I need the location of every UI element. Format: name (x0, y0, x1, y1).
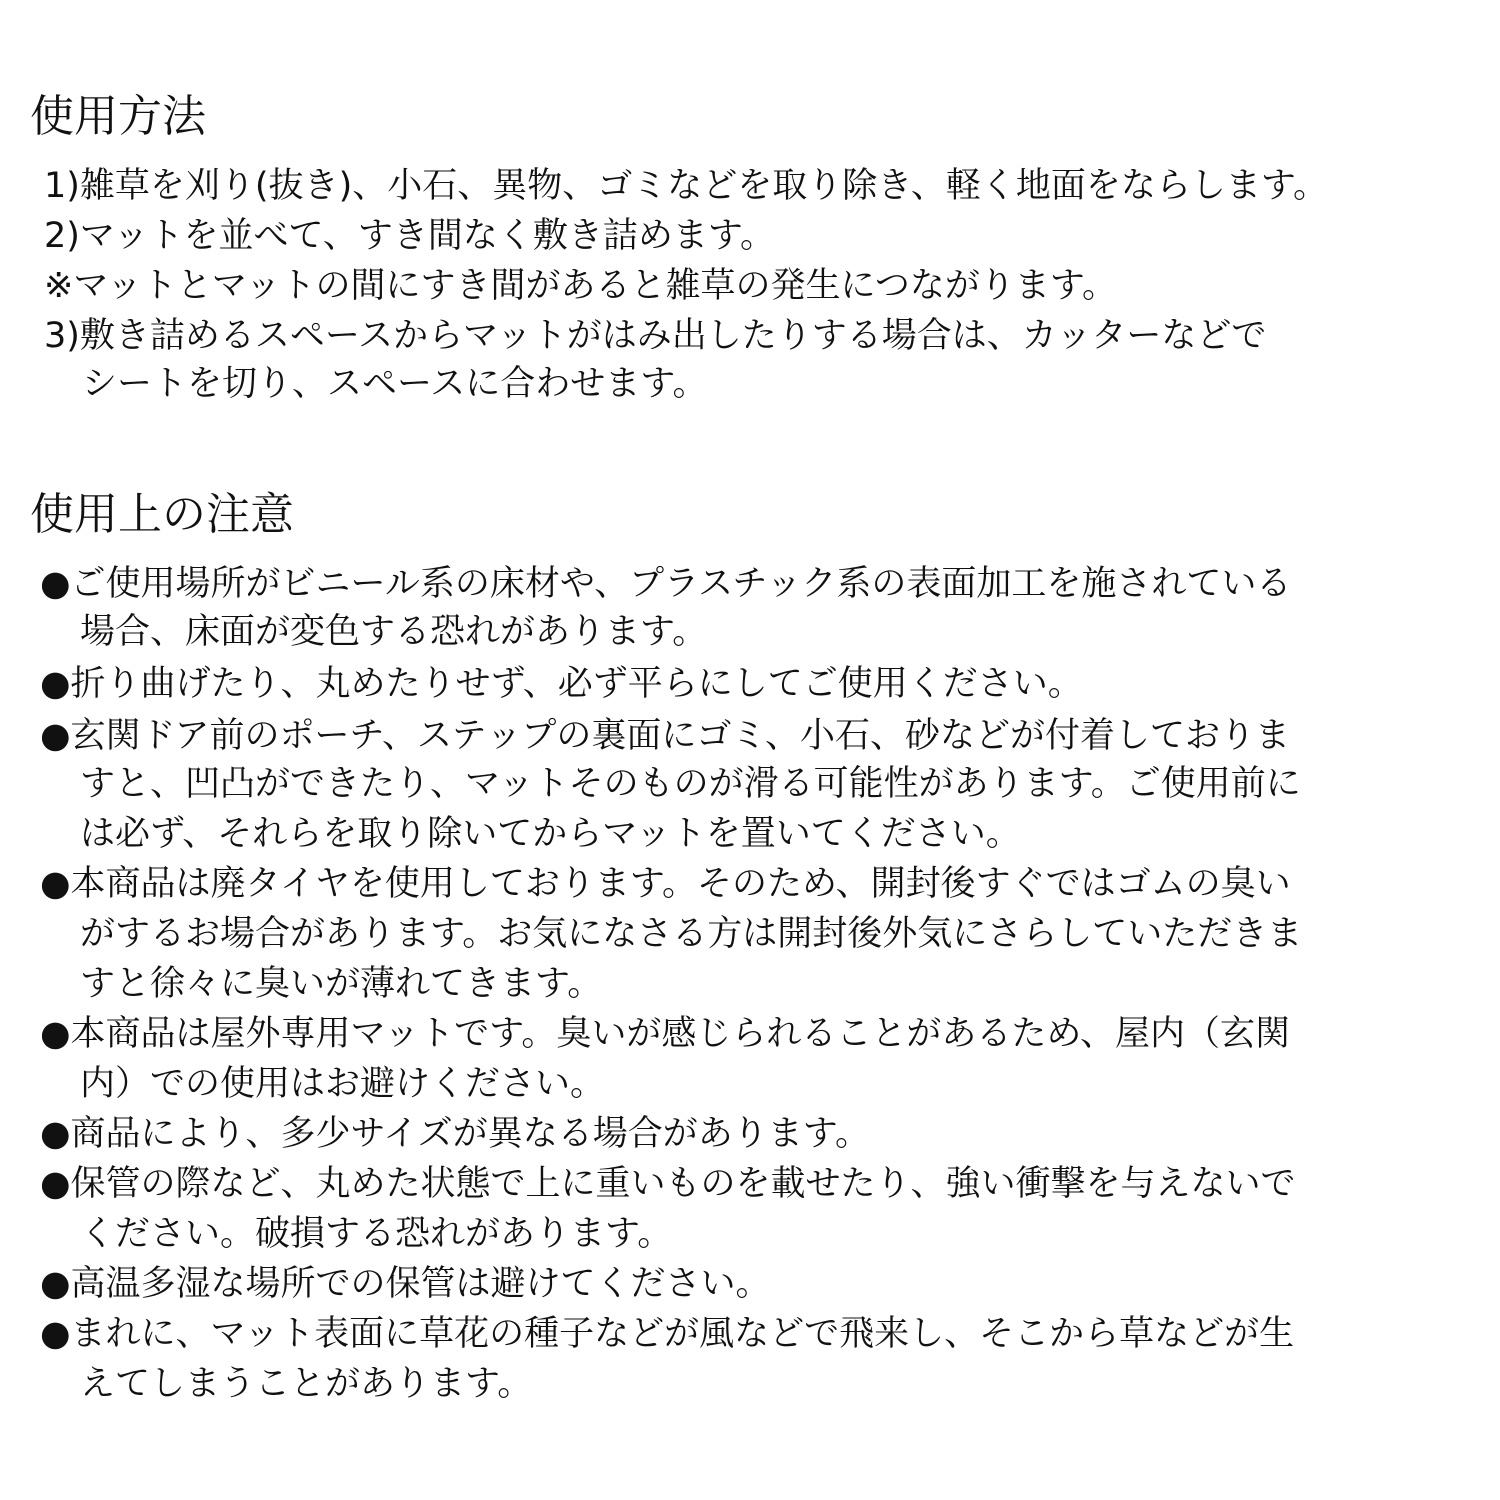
cautions-heading: 使用上の注意 (30, 489, 294, 540)
usage-step-2: 2)マットを並べて、すき間なく敷き詰めます。 (44, 216, 776, 256)
caution-2: ●折り曲げたり、丸めたりせず、必ず平らにしてご使用ください。 (40, 664, 1083, 704)
caution-4-continued-2: すと徐々に臭いが薄れてきます。 (80, 964, 603, 1004)
caution-1: ●ご使用場所がビニール系の床材や、プラスチック系の表面加工を施されている (40, 564, 1292, 604)
caution-4-continued-1: がするお場合があります。お気になさる方は開封後外気にさらしていただきま (80, 914, 1303, 954)
usage-step-1: 1)雑草を刈り(抜き)、小石、異物、ゴミなどを取り除き、軽く地面をならします。 (44, 166, 1329, 206)
usage-heading: 使用方法 (30, 91, 206, 142)
usage-step-3: 3)敷き詰めるスペースからマットがはみ出したりする場合は、カッターなどで (44, 316, 1267, 356)
caution-6: ●商品により、多少サイズが異なる場合があります。 (40, 1114, 870, 1154)
caution-5-continued: 内）での使用はお避けください。 (80, 1064, 606, 1104)
caution-7-continued: ください。破損する恐れがあります。 (80, 1214, 673, 1254)
caution-5: ●本商品は屋外専用マットです。臭いが感じられることがあるため、屋内（玄関 (40, 1014, 1290, 1054)
caution-3-continued-2: は必ず、それらを取り除いてからマットを置いてください。 (80, 814, 1021, 854)
caution-9: ●まれに、マット表面に草花の種子などが風などで飛来し、そこから草などが生 (40, 1314, 1295, 1354)
caution-7: ●保管の際など、丸めた状態で上に重いものを載せたり、強い衝撃を与えないで (40, 1164, 1296, 1204)
caution-1-continued: 場合、床面が変色する恐れがあります。 (80, 612, 708, 652)
caution-8: ●高温多湿な場所での保管は避けてください。 (40, 1264, 771, 1304)
usage-note: ※マットとマットの間にすき間があると雑草の発生につながります。 (44, 266, 1118, 306)
caution-3-continued-1: すと、凹凸ができたり、マットそのものが滑る可能性があります。ご使用前に (80, 764, 1301, 804)
caution-9-continued: えてしまうことがあります。 (80, 1364, 533, 1404)
caution-3: ●玄関ドア前のポーチ、ステップの裏面にゴミ、小石、砂などが付着しておりま (40, 716, 1290, 756)
caution-4: ●本商品は廃タイヤを使用しております。そのため、開封後すぐではゴムの臭い (40, 864, 1291, 904)
usage-step-3-continued: シートを切り、スペースに合わせます。 (82, 364, 708, 404)
